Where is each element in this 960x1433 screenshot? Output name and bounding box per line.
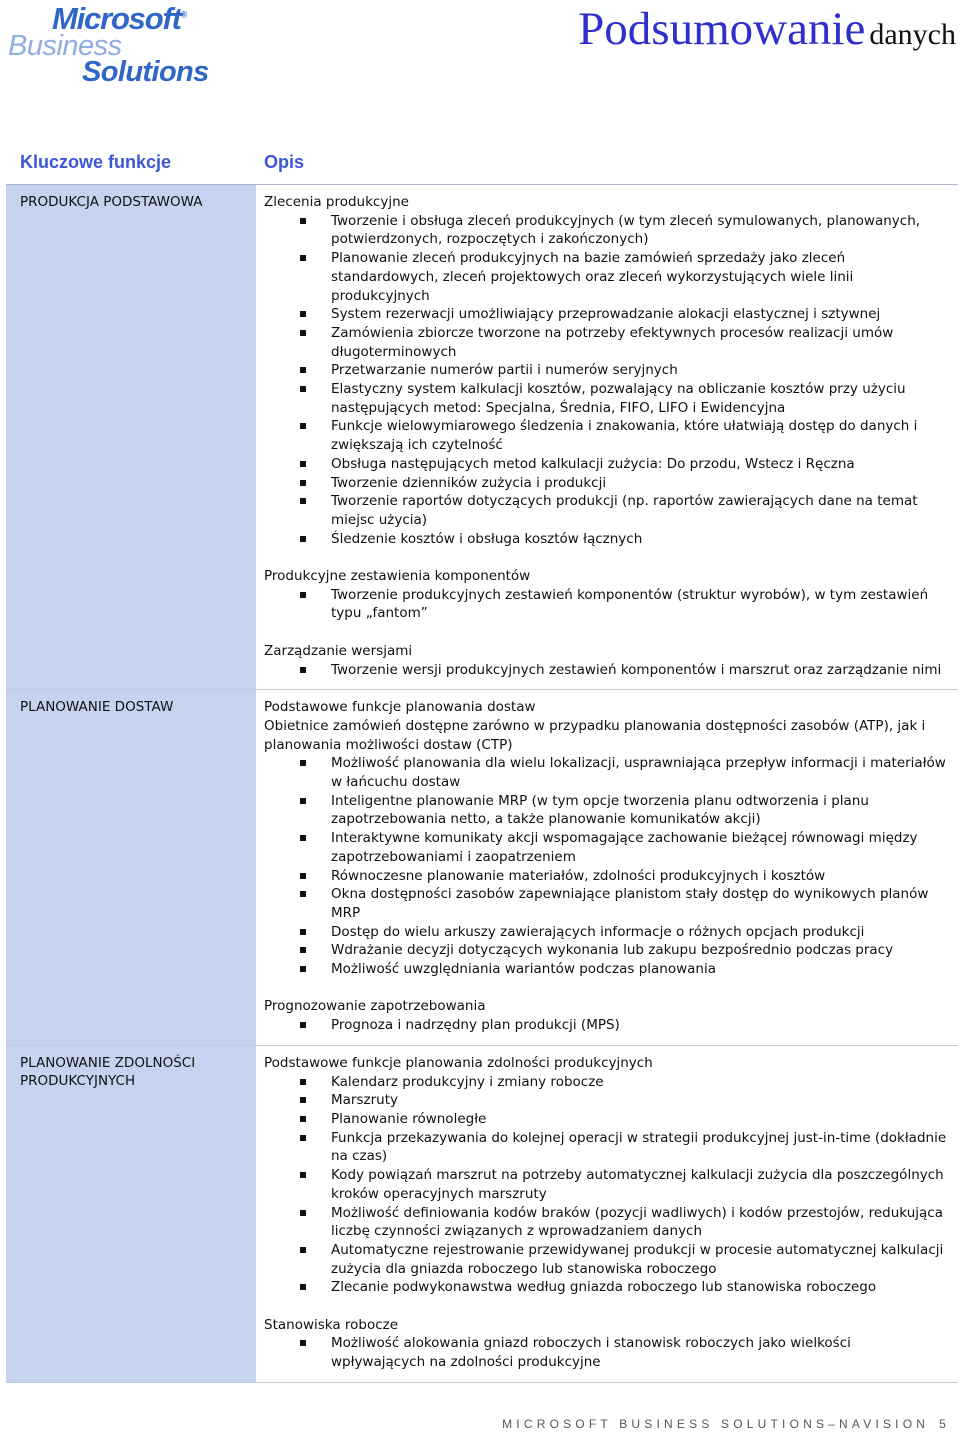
feature-category: PLANOWANIE ZDOLNOŚCI PRODUKCYJNYCH: [6, 1046, 256, 1382]
feature-description: [256, 185, 958, 689]
feature-category: PLANOWANIE DOSTAW: [6, 690, 256, 1045]
bullet-list: [264, 1073, 948, 1297]
header-key-features: Kluczowe funkcje: [20, 152, 172, 172]
bullet-item: Planowanie równoległe: [331, 1110, 948, 1129]
bullet-item: Funkcja przekazywania do kolejnej operacji w strategii produkcyjnej just-in-time (dokładnie na czas): [331, 1129, 947, 1165]
bullet-item: Automatyczne rejestrowanie przewidywanej produkcji w procesie automatycznej kalkulacji zużycia dla gniazda roboczego lub stanowiska roboczego: [331, 1241, 948, 1278]
page-footer: [0, 1417, 950, 1431]
header-description: Opis: [264, 152, 305, 172]
bullet-item: Obsługa następujących metod kalkulacji zużycia: Do przodu, Wstecz i Ręczna: [331, 455, 948, 474]
bullet-item: Równoczesne planowanie materiałów, zdolności produkcyjnych i kosztów: [331, 867, 948, 886]
bullet-list: [264, 586, 948, 623]
section-heading: Podstawowe funkcje planowania zdolności produkcyjnych: [264, 1054, 653, 1071]
bullet-list: [264, 1334, 948, 1371]
bullet-item: Możliwość uwzględniania wariantów podczas planowania: [331, 960, 948, 979]
page-title-main: Podsumowanie: [578, 3, 866, 55]
bullet-item: Możliwość definiowania kodów braków (pozycji wadliwych) i kodów przestojów, redukująca liczbę czynności związanych z wprowadzaniem danych: [331, 1204, 948, 1241]
bullet-list: [264, 1016, 948, 1035]
bullet-item: Dostęp do wielu arkuszy zawierających informacje o różnych opcjach produkcji: [331, 923, 948, 942]
bullet-item: Wdrażanie decyzji dotyczących wykonania lub zakupu bezpośrednio podczas pracy: [331, 941, 948, 960]
bullet-item: Śledzenie kosztów i obsługa kosztów łącznych: [331, 530, 948, 549]
bullet-item: Kody powiązań marszrut na potrzeby automatycznej kalkulacji zużycia dla poszczególnych kroków operacyjnych marszruty: [331, 1166, 948, 1203]
bullet-item: Tworzenie i obsługa zleceń produkcyjnych (w tym zleceń symulowanych, planowanych, potwierdzonych, rozpoczętych i zakończonych): [331, 212, 948, 249]
table-body: [6, 185, 958, 1383]
bullet-list: [264, 661, 948, 680]
features-table: [6, 143, 958, 1383]
bullet-item: Tworzenie dzienników zużycia i produkcji: [331, 474, 948, 493]
table-header: [6, 143, 958, 185]
section-heading: Zarządzanie wersjami: [264, 642, 413, 659]
table-row: [6, 690, 958, 1046]
feature-description: [256, 690, 958, 1045]
bullet-item: Możliwość alokowania gniazd roboczych i stanowisk roboczych jako wielkości wpływających na zdolności produkcyjne: [331, 1334, 948, 1371]
bullet-list: [264, 754, 948, 978]
section-heading: Produkcyjne zestawienia komponentów: [264, 568, 531, 585]
bullet-item: Planowanie zleceń produkcyjnych na bazie zamówień sprzedaży jako zleceń standardowych, zleceń projektowych oraz zleceń wykorzystujących wiele linii produkcyjnych: [331, 249, 948, 305]
page-title-sub: danych: [869, 18, 956, 51]
bullet-item: Tworzenie wersji produkcyjnych zestawień komponentów i marszrut oraz zarządzanie nimi: [331, 661, 948, 680]
feature-category: PRODUKCJA PODSTAWOWA: [6, 185, 256, 689]
page-title: [578, 2, 956, 56]
section-text: Obietnice zamówień dostępne zarówno w przypadku planowania dostępności zasobów (ATP), jak i planowania możliwości dostaw (CTP): [264, 717, 926, 753]
section-heading: Zlecenia produkcyjne: [264, 194, 409, 210]
bullet-item: Przetwarzanie numerów partii i numerów seryjnych: [331, 361, 948, 380]
table-row: [6, 185, 958, 690]
bullet-item: Kalendarz produkcyjny i zmiany robocze: [331, 1073, 948, 1092]
bullet-list: [264, 212, 948, 549]
bullet-item: Tworzenie raportów dotyczących produkcji (np. raportów zawierających dane na temat miejsc użycia): [331, 492, 948, 529]
bullet-item: Okna dostępności zasobów zapewniające planistom stały dostęp do wynikowych planów MRP: [331, 885, 948, 922]
bullet-item: Tworzenie produkcyjnych zestawień komponentów (struktur wyrobów), w tym zestawień typu „fantom”: [331, 586, 948, 623]
bullet-item: Prognoza i nadrzędny plan produkcji (MPS): [331, 1016, 948, 1035]
bullet-item: System rezerwacji umożliwiający przeprowadzanie alokacji elastycznej i sztywnej: [331, 305, 948, 324]
microsoft-business-solutions-logo: Microsoft® Business Solutions: [8, 1, 209, 88]
section-heading: Prognozowanie zapotrzebowania: [264, 998, 486, 1015]
table-row: [6, 1046, 958, 1383]
section-heading: Stanowiska robocze: [264, 1316, 399, 1333]
bullet-item: Interaktywne komunikaty akcji wspomagające zachowanie bieżącej równowagi między zapotrzebowaniami i zaopatrzeniem: [331, 829, 948, 866]
bullet-item: Zlecanie podwykonawstwa według gniazda roboczego lub stanowiska roboczego: [331, 1278, 948, 1297]
footer-text: MICROSOFT BUSINESS SOLUTIONS–NAVISION: [502, 1417, 930, 1431]
feature-description: [256, 1046, 958, 1382]
bullet-item: Elastyczny system kalkulacji kosztów, pozwalający na obliczanie kosztów przy użyciu następujących metod: Specjalna, Średnia, FIFO, LIFO i Ewidencyjna: [331, 380, 948, 417]
page-number: 5: [939, 1417, 950, 1431]
bullet-item: Inteligentne planowanie MRP (w tym opcje tworzenia planu odtworzenia i planu zapotrzebowania netto, a także planowanie komunikatów akcji): [331, 792, 948, 829]
bullet-item: Możliwość planowania dla wielu lokalizacji, usprawniająca przepływ informacji i materiałów w łańcuchu dostaw: [331, 754, 948, 791]
bullet-item: Zamówienia zbiorcze tworzone na potrzeby efektywnych procesów realizacji umów długoterminowych: [331, 324, 948, 361]
bullet-item: Marszruty: [331, 1091, 948, 1110]
section-heading: Podstawowe funkcje planowania dostaw: [264, 699, 536, 716]
bullet-item: Funkcje wielowymiarowego śledzenia i znakowania, które ułatwiają dostęp do danych i zwiększają ich czytelność: [331, 417, 948, 454]
